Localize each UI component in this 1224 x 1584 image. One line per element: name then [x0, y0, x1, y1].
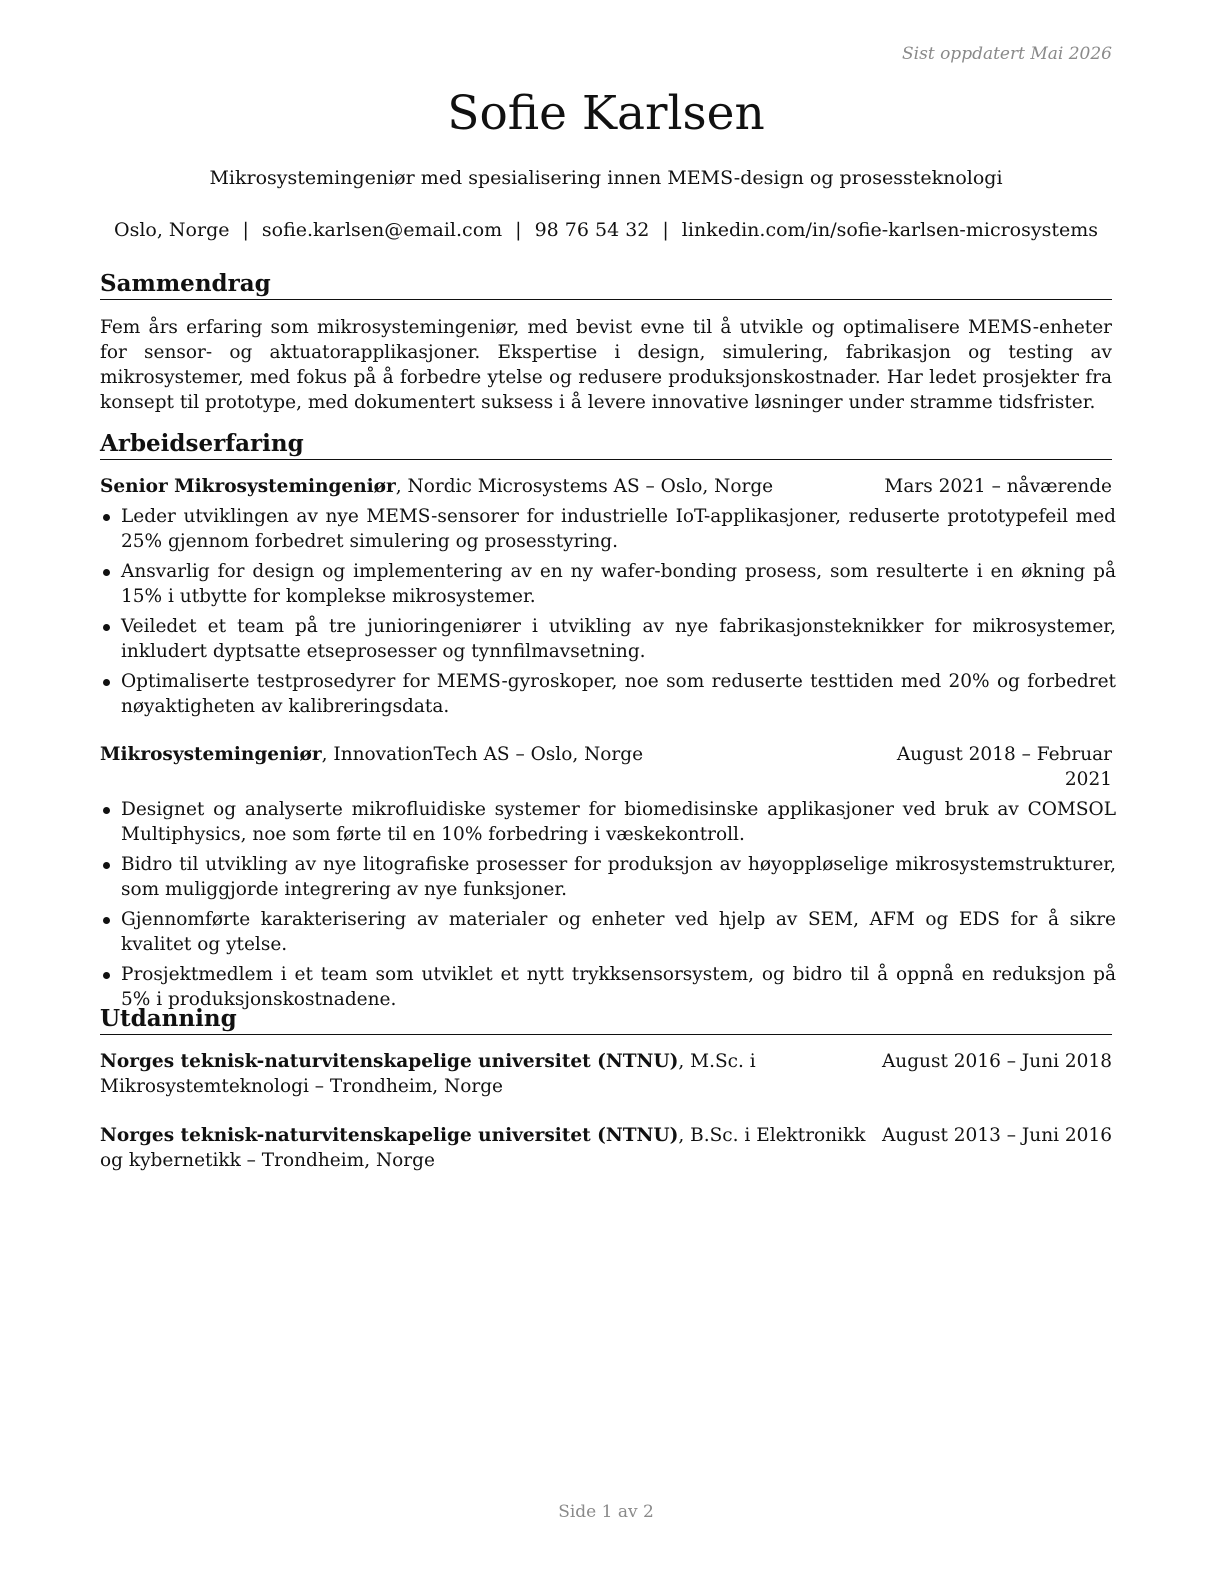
education-entry: [100, 1123, 1112, 1173]
education-text: [100, 1123, 880, 1173]
list-item: Designet og analyserte mikrofluidiske systemer for biomedisinske applikasjoner ved bruk av COMSOL Multiphysics, noe som førte til en 10% forbedring i væskekontroll.: [100, 797, 1116, 847]
contact-separator: |: [662, 219, 669, 241]
contact-location: Oslo, Norge: [114, 219, 230, 241]
job-role: Senior Mikrosystemingeniør: [100, 476, 396, 497]
page-number: Side 1 av 2: [558, 1502, 654, 1522]
contact-separator: |: [242, 219, 249, 241]
education-entry: [100, 1049, 1112, 1099]
contact-email[interactable]: sofie.karlsen@email.com: [261, 219, 503, 241]
summary-text: Fem års erfaring som mikrosystemingeniør, med bevist evne til å utvikle og optimalisere MEMS-enheter for sensor- og aktuatorapplikasjoner. Ekspertise i design, simulering, fabrikasjon og testing av mikrosystemer, med fokus på å forbedre ytelse og redusere produksjonskostnader. Har ledet prosjekter fra konsept til prototype, med dokumentert suksess i å levere innovative løsninger under stramme tidsfrister.: [100, 317, 1112, 413]
job-company: , InnovationTech AS – Oslo, Norge: [321, 744, 644, 765]
education-details: , B.Sc. i Elektronikk og kybernetikk – Trondheim, Norge: [100, 1125, 866, 1171]
candidate-name: Sofie Karlsen: [447, 86, 765, 141]
list-item: Optimaliserte testprosedyrer for MEMS-gyroskoper, noe som reduserte testtiden med 20% og forbedret nøyaktigheten av kalibreringsdata.: [100, 669, 1116, 719]
education-details: , M.Sc. i Mikrosystemteknologi – Trondheim, Norge: [100, 1051, 756, 1097]
section-title-experience: Arbeidserfaring: [100, 430, 1112, 460]
education-institution: Norges teknisk-naturvitenskapelige universitet (NTNU): [100, 1051, 679, 1072]
section-title-education: Utdanning: [100, 1005, 1112, 1035]
job-header: [100, 742, 1112, 790]
job-role: Mikrosystemingeniør: [100, 744, 322, 765]
last-updated: Sist oppdatert Mai 2026: [902, 44, 1112, 64]
list-item: Veiledet et team på tre junioringeniører i utvikling av nye fabrikasjonsteknikker for mikrosystemer, inkludert dyptsatte etseprosesser og tynnfilmavsetning.: [100, 614, 1116, 664]
education-institution: Norges teknisk-naturvitenskapelige universitet (NTNU): [100, 1125, 679, 1146]
job-date: [897, 742, 1112, 792]
job-date: Mars 2021 – nåværende: [884, 476, 1112, 497]
contact-linkedin[interactable]: linkedin.com/in/sofie-karlsen-microsystems: [681, 219, 1098, 241]
contact-line: [100, 219, 1112, 241]
contact-separator: |: [515, 219, 522, 241]
education-date: August 2013 – Juni 2016: [881, 1125, 1112, 1146]
education-date: August 2016 – Juni 2018: [881, 1051, 1112, 1072]
list-item: Bidro til utvikling av nye litografiske prosesser for produksjon av høyoppløselige mikrosystemstrukturer, som muliggjorde integrering av nye funksjoner.: [100, 852, 1116, 902]
contact-phone: 98 76 54 32: [534, 219, 650, 241]
job-bullets: [100, 504, 1116, 724]
tagline: Mikrosystemingeniør med spesialisering innen MEMS-design og prosessteknologi: [209, 167, 1003, 189]
education-text: [100, 1049, 880, 1099]
job-bullets: [100, 797, 1116, 1017]
job-header: [100, 474, 1112, 499]
list-item: Ansvarlig for design og implementering av en ny wafer-bonding prosess, som resulterte i en økning på 15% i utbytte for komplekse mikrosystemer.: [100, 559, 1116, 609]
list-item: Prosjektmedlem i et team som utviklet et nytt trykksensorsystem, og bidro til å oppnå en reduksjon på 5% i produksjonskostnadene.: [100, 962, 1116, 1012]
resume-page: [100, 0, 1116, 1584]
list-item: Leder utviklingen av nye MEMS-sensorer for industrielle IoT-applikasjoner, reduserte prototypefeil med 25% gjennom forbedret simulering og prosesstyring.: [100, 504, 1116, 554]
job-date-line: 2021: [1064, 769, 1112, 790]
job-company: , Nordic Microsystems AS – Oslo, Norge: [395, 476, 774, 497]
list-item: Gjennomførte karakterisering av materialer og enheter ved hjelp av SEM, AFM og EDS for å sikre kvalitet og ytelse.: [100, 907, 1116, 957]
section-title-summary: Sammendrag: [100, 270, 1112, 300]
job-date-line: August 2018 – Februar: [896, 744, 1112, 765]
